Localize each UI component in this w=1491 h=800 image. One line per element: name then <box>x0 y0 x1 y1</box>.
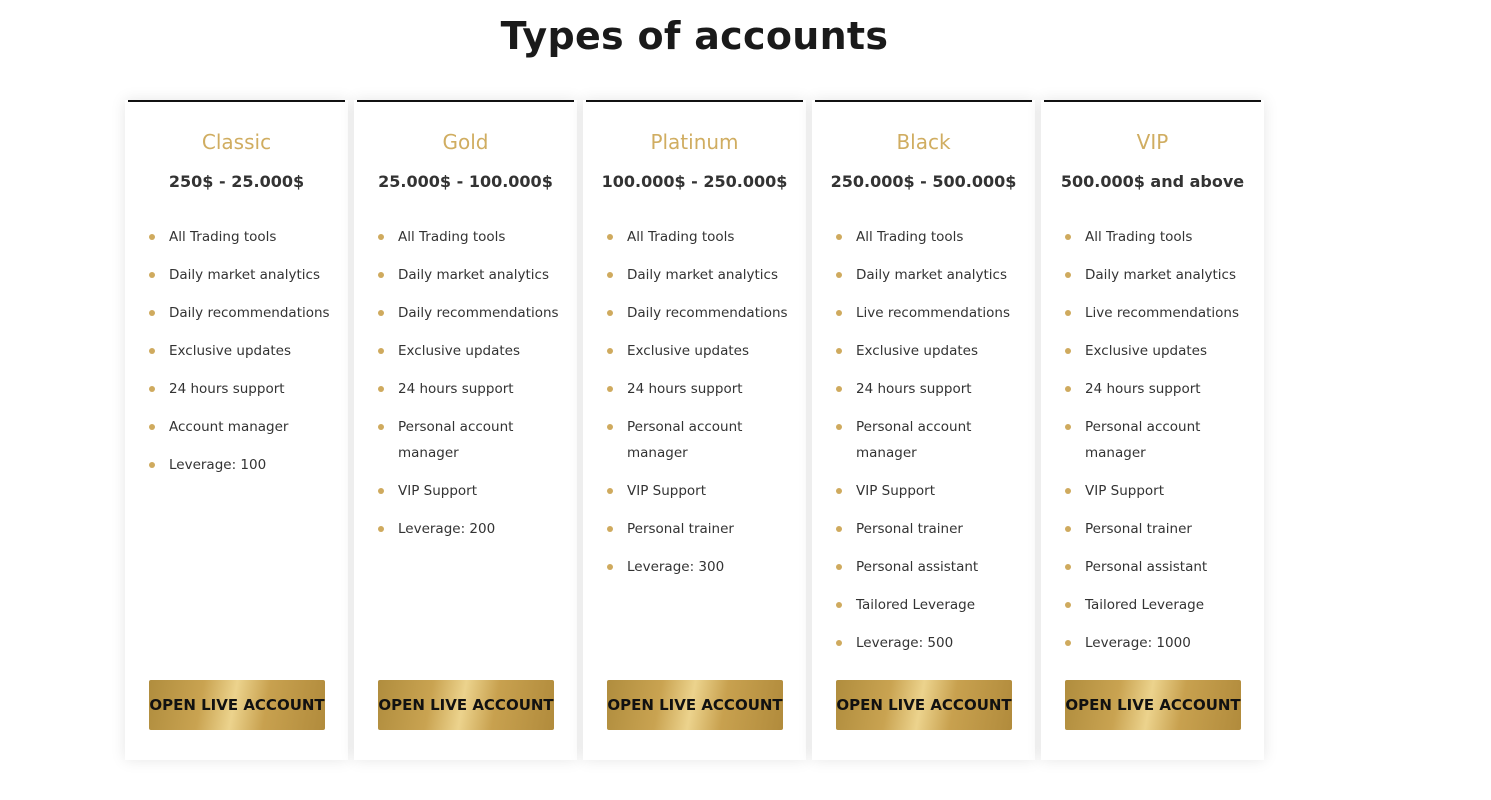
feature-text: Daily recommendations <box>169 305 330 321</box>
feature-item <box>1064 262 1254 288</box>
feature-text: Exclusive updates <box>169 343 291 359</box>
card-top-border <box>1044 100 1261 102</box>
feature-text: Leverage: 200 <box>398 521 496 537</box>
feature-item <box>835 414 1025 466</box>
bullet-icon <box>607 272 613 278</box>
feature-text: 24 hours support <box>1085 381 1201 397</box>
account-tier-name: Classic <box>201 130 272 154</box>
page-title: Types of accounts <box>500 14 889 58</box>
feature-text: Daily market analytics <box>627 267 778 283</box>
open-live-account-button[interactable]: OPEN LIVE ACCOUNT <box>149 680 325 730</box>
bullet-icon <box>1065 386 1071 392</box>
feature-item <box>835 478 1025 504</box>
bullet-icon <box>1065 640 1071 646</box>
feature-item <box>148 262 338 288</box>
feature-item <box>606 300 796 326</box>
bullet-icon <box>149 272 155 278</box>
feature-item <box>377 376 567 402</box>
bullet-icon <box>1065 488 1071 494</box>
feature-text: Personal trainer <box>1085 521 1192 537</box>
feature-text: Personal assistant <box>856 559 979 575</box>
feature-text: VIP Support <box>856 483 936 499</box>
bullet-icon <box>1065 564 1071 570</box>
bullet-icon <box>836 488 842 494</box>
feature-text: Live recommendations <box>856 305 1010 321</box>
account-card-black <box>812 100 1035 760</box>
feature-text: VIP Support <box>627 483 707 499</box>
feature-text: Daily market analytics <box>1085 267 1236 283</box>
feature-item <box>835 592 1025 618</box>
account-card-platinum <box>583 100 806 760</box>
bullet-icon <box>836 640 842 646</box>
bullet-icon <box>607 234 613 240</box>
card-top-border <box>815 100 1032 102</box>
feature-text: Daily market analytics <box>856 267 1007 283</box>
feature-text: Exclusive updates <box>856 343 978 359</box>
bullet-icon <box>149 424 155 430</box>
feature-item <box>377 224 567 250</box>
bullet-icon <box>149 234 155 240</box>
feature-item <box>835 300 1025 326</box>
feature-item <box>606 414 796 466</box>
open-live-account-button[interactable]: OPEN LIVE ACCOUNT <box>378 680 554 730</box>
feature-text: Daily market analytics <box>398 267 549 283</box>
bullet-icon <box>607 348 613 354</box>
feature-item <box>835 516 1025 542</box>
feature-item <box>606 516 796 542</box>
card-top-border <box>357 100 574 102</box>
feature-item <box>606 338 796 364</box>
bullet-icon <box>378 348 384 354</box>
feature-item <box>835 376 1025 402</box>
bullet-icon <box>1065 424 1071 430</box>
bullet-icon <box>836 348 842 354</box>
bullet-icon <box>378 310 384 316</box>
feature-text: Personal assistant <box>1085 559 1208 575</box>
bullet-icon <box>378 488 384 494</box>
feature-item <box>377 414 567 466</box>
account-card-vip <box>1041 100 1264 760</box>
bullet-icon <box>836 310 842 316</box>
feature-item <box>148 300 338 326</box>
card-top-border <box>128 100 345 102</box>
feature-text: Tailored Leverage <box>1085 597 1205 613</box>
deposit-range: 100.000$ - 250.000$ <box>601 172 788 191</box>
feature-text: Leverage: 1000 <box>1085 635 1191 651</box>
feature-item <box>148 338 338 364</box>
bullet-icon <box>1065 526 1071 532</box>
feature-item <box>1064 414 1254 466</box>
feature-item <box>835 338 1025 364</box>
feature-list <box>835 224 1025 668</box>
feature-item <box>377 338 567 364</box>
bullet-icon <box>149 386 155 392</box>
open-live-account-button[interactable]: OPEN LIVE ACCOUNT <box>836 680 1012 730</box>
feature-item <box>1064 554 1254 580</box>
feature-item <box>1064 300 1254 326</box>
feature-text: All Trading tools <box>398 229 506 245</box>
feature-item <box>835 224 1025 250</box>
feature-text: Daily market analytics <box>169 267 320 283</box>
feature-text: Tailored Leverage <box>856 597 976 613</box>
feature-text: Daily recommendations <box>398 305 559 321</box>
feature-text: Daily recommendations <box>627 305 788 321</box>
feature-text: Leverage: 500 <box>856 635 954 651</box>
bullet-icon <box>378 272 384 278</box>
bullet-icon <box>1065 272 1071 278</box>
deposit-range: 25.000$ - 100.000$ <box>378 172 553 191</box>
feature-item <box>1064 338 1254 364</box>
account-tier-name: Platinum <box>650 130 739 154</box>
feature-item <box>1064 224 1254 250</box>
feature-item <box>835 262 1025 288</box>
open-live-account-button[interactable]: OPEN LIVE ACCOUNT <box>1065 680 1241 730</box>
bullet-icon <box>607 488 613 494</box>
bullet-icon <box>1065 602 1071 608</box>
feature-text: All Trading tools <box>627 229 735 245</box>
bullet-icon <box>378 424 384 430</box>
feature-item <box>606 554 796 580</box>
bullet-icon <box>607 424 613 430</box>
feature-text: Personal account manager <box>627 419 743 461</box>
account-tier-name: Black <box>896 130 951 154</box>
bullet-icon <box>836 564 842 570</box>
feature-text: Personal trainer <box>627 521 734 537</box>
feature-text: 24 hours support <box>398 381 514 397</box>
bullet-icon <box>607 526 613 532</box>
feature-text: Personal account manager <box>398 419 514 461</box>
bullet-icon <box>378 526 384 532</box>
feature-text: Leverage: 100 <box>169 457 267 473</box>
bullet-icon <box>836 234 842 240</box>
feature-list <box>148 224 338 490</box>
feature-item <box>606 262 796 288</box>
deposit-range: 500.000$ and above <box>1060 172 1245 191</box>
feature-item <box>1064 516 1254 542</box>
feature-item <box>148 376 338 402</box>
feature-text: Exclusive updates <box>398 343 520 359</box>
feature-text: All Trading tools <box>169 229 277 245</box>
feature-item <box>1064 478 1254 504</box>
bullet-icon <box>378 234 384 240</box>
feature-list <box>377 224 567 554</box>
account-card-classic <box>125 100 348 760</box>
bullet-icon <box>607 564 613 570</box>
bullet-icon <box>607 310 613 316</box>
feature-item <box>835 630 1025 656</box>
feature-text: 24 hours support <box>169 381 285 397</box>
feature-item <box>606 224 796 250</box>
feature-text: All Trading tools <box>856 229 964 245</box>
feature-list <box>606 224 796 592</box>
deposit-range: 250$ - 25.000$ <box>168 172 305 191</box>
bullet-icon <box>149 462 155 468</box>
feature-text: Live recommendations <box>1085 305 1239 321</box>
feature-text: Personal account manager <box>1085 419 1201 461</box>
feature-item <box>377 516 567 542</box>
feature-text: All Trading tools <box>1085 229 1193 245</box>
feature-item <box>148 224 338 250</box>
feature-item <box>377 478 567 504</box>
bullet-icon <box>149 310 155 316</box>
feature-text: 24 hours support <box>627 381 743 397</box>
feature-list <box>1064 224 1254 668</box>
account-cards <box>125 100 1265 760</box>
feature-item <box>835 554 1025 580</box>
deposit-range: 250.000$ - 500.000$ <box>830 172 1017 191</box>
bullet-icon <box>836 272 842 278</box>
account-card-gold <box>354 100 577 760</box>
feature-item <box>1064 630 1254 656</box>
feature-text: VIP Support <box>1085 483 1165 499</box>
card-top-border <box>586 100 803 102</box>
feature-text: Exclusive updates <box>627 343 749 359</box>
bullet-icon <box>836 602 842 608</box>
feature-text: Personal account manager <box>856 419 972 461</box>
feature-text: Account manager <box>169 419 289 435</box>
account-tier-name: Gold <box>442 130 489 154</box>
feature-item <box>606 478 796 504</box>
feature-text: Personal trainer <box>856 521 963 537</box>
bullet-icon <box>836 424 842 430</box>
feature-item <box>148 452 338 478</box>
feature-text: VIP Support <box>398 483 478 499</box>
bullet-icon <box>836 526 842 532</box>
feature-item <box>606 376 796 402</box>
feature-item <box>377 262 567 288</box>
feature-item <box>1064 592 1254 618</box>
open-live-account-button[interactable]: OPEN LIVE ACCOUNT <box>607 680 783 730</box>
bullet-icon <box>149 348 155 354</box>
feature-item <box>1064 376 1254 402</box>
bullet-icon <box>378 386 384 392</box>
feature-text: Leverage: 300 <box>627 559 725 575</box>
feature-text: 24 hours support <box>856 381 972 397</box>
bullet-icon <box>607 386 613 392</box>
feature-item <box>148 414 338 440</box>
account-tier-name: VIP <box>1136 130 1169 154</box>
feature-item <box>377 300 567 326</box>
bullet-icon <box>836 386 842 392</box>
bullet-icon <box>1065 348 1071 354</box>
feature-text: Exclusive updates <box>1085 343 1207 359</box>
bullet-icon <box>1065 234 1071 240</box>
bullet-icon <box>1065 310 1071 316</box>
